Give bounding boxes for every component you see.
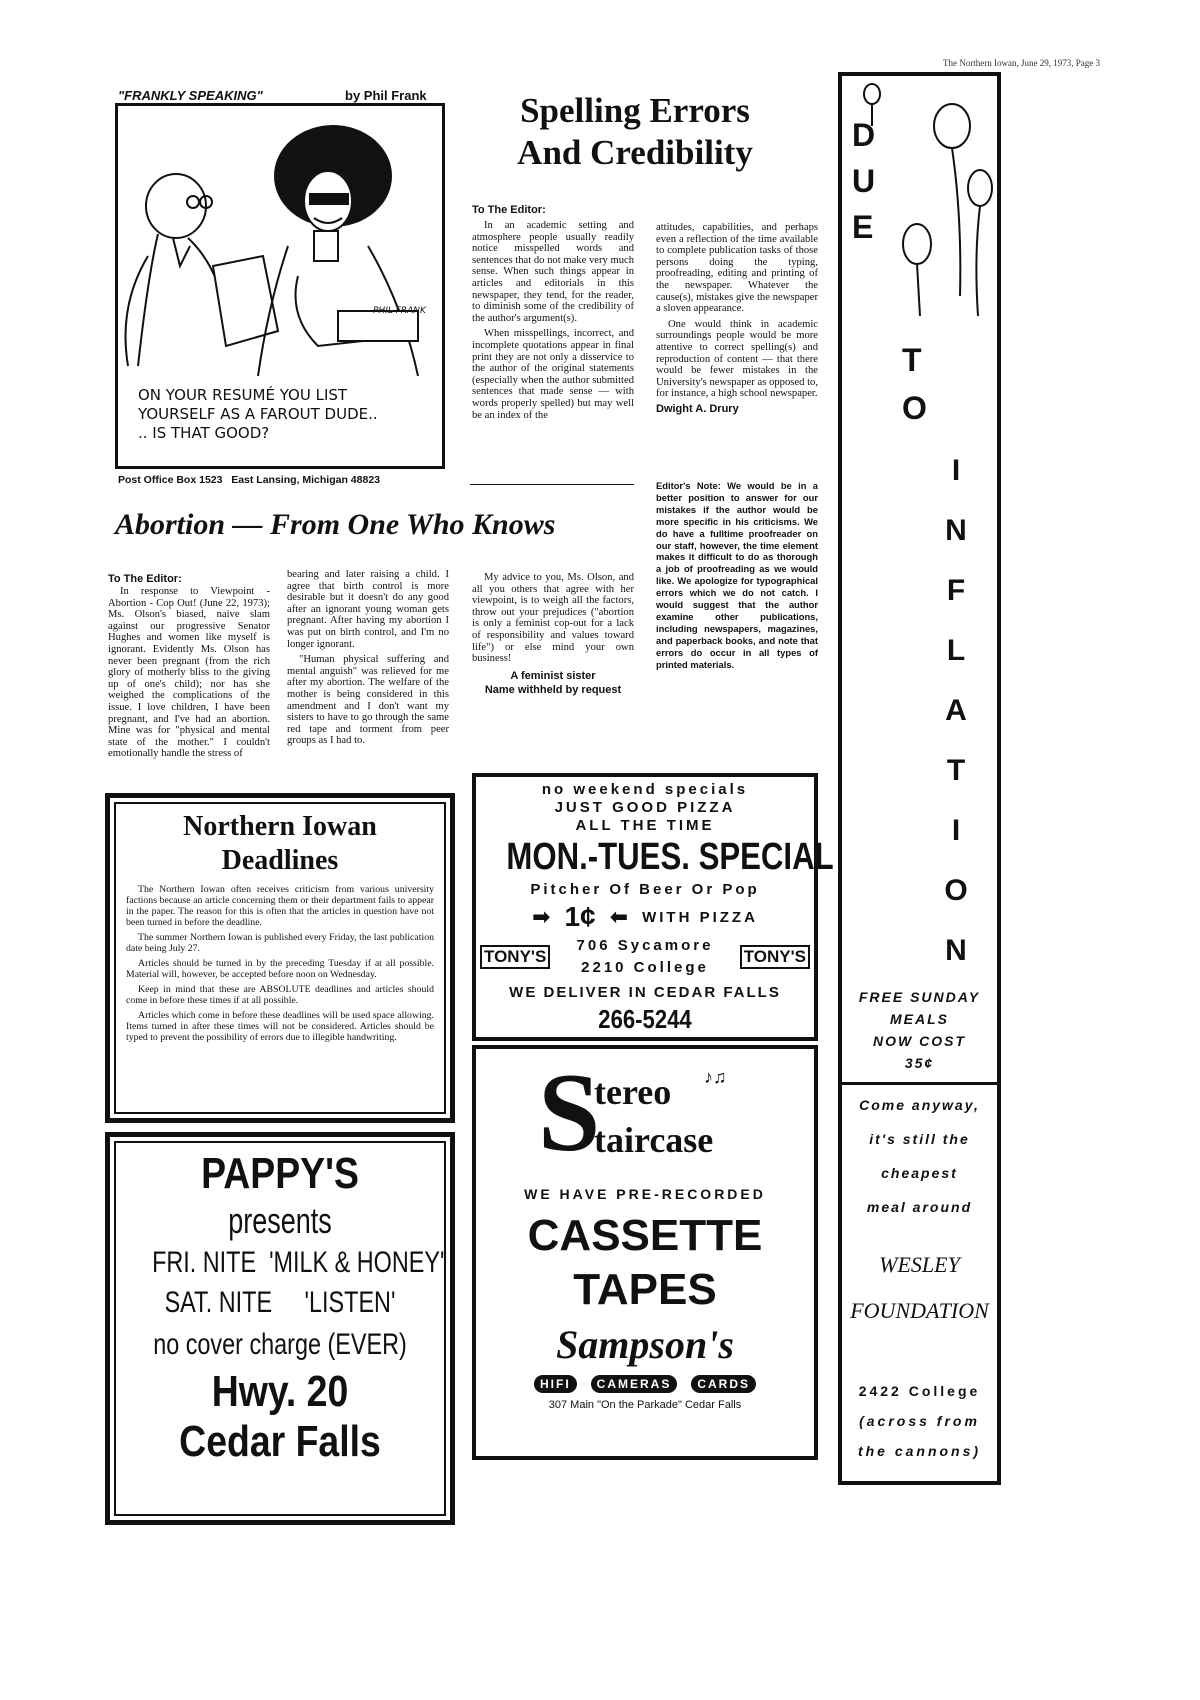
wesley-free-line-2: MEALS bbox=[890, 1011, 949, 1027]
arrow-right-icon: ➡ bbox=[532, 904, 551, 929]
caption-line-1: ON YOUR RESUMÉ YOU LIST bbox=[138, 386, 348, 404]
spelling-col2-paragraph-1: attitudes, capabilities, and perhaps even a reflection of the time available to complete publication tasks of those persons doing the typing, proofreading, editing and printing of the newspaper. Whatever the cause(s), mistakes give the newspaper a sloven appearance. bbox=[656, 222, 818, 315]
tonys-addresses bbox=[577, 935, 714, 979]
category-hifi: HIFI bbox=[534, 1375, 577, 1393]
wesley-to-letter: T bbox=[902, 342, 922, 378]
pappys-city: Cedar Falls bbox=[179, 1417, 381, 1466]
tonys-line-1: no weekend specials bbox=[541, 781, 749, 798]
wesley-address-line-1: 2422 College bbox=[858, 1383, 981, 1399]
wesley-inflation-letter: I bbox=[951, 814, 961, 847]
abortion-signature bbox=[472, 669, 634, 697]
tonys-address-2: 2210 College bbox=[581, 959, 709, 976]
stereo-tapes: TAPES bbox=[573, 1265, 717, 1314]
category-cards: CARDS bbox=[691, 1375, 756, 1393]
pappys-cover: no cover charge (EVER) bbox=[153, 1328, 407, 1361]
pappys-presents: presents bbox=[228, 1200, 332, 1241]
wesley-logo-line-1: WESLEY bbox=[879, 1252, 960, 1277]
tonys-line-3: ALL THE TIME bbox=[575, 817, 715, 834]
abortion-col3-paragraph: My advice to you, Ms. Olson, and all you others that agree with her viewpoint, is to weigh all the factors, throw out your prejudices ("abortion is only a feminist cop-out for a lack of responsibility and values toward life") or else mind your own business! bbox=[472, 572, 634, 665]
stereo-cassette: CASSETTE bbox=[527, 1211, 763, 1260]
deadlines-title-line-1: Northern Iowan bbox=[183, 811, 377, 842]
wesley-logo-line-2: FOUNDATION bbox=[850, 1298, 989, 1323]
bald-man-figure bbox=[126, 174, 227, 366]
caption-line-2: YOURSELF AS A FAROUT DUDE.. bbox=[138, 405, 378, 423]
spelling-col1-paragraph-2: When misspellings, incorrect, and incomplete quotations appear in final print they are not only a disservice to the author of the original statements (especially when the author submitted sentences that made sense — with words properly spelled) but may well be an index of the bbox=[472, 328, 634, 421]
spelling-headline-line-1: Spelling Errors bbox=[520, 91, 750, 130]
sampsons-address: 307 Main "On the Parkade" Cedar Falls bbox=[548, 1399, 742, 1411]
cartoon-drawing bbox=[118, 106, 442, 376]
wesley-to bbox=[902, 336, 927, 432]
wesley-inflation-letter: T bbox=[946, 754, 966, 787]
wesley-due-letter: U bbox=[852, 163, 876, 199]
stereo-recorded: WE HAVE PRE-RECORDED bbox=[524, 1186, 766, 1202]
wesley-come-anyway bbox=[842, 1088, 997, 1224]
wesley-free-line-1: FREE SUNDAY bbox=[858, 989, 981, 1005]
tonys-price: 1¢ bbox=[564, 901, 596, 932]
stereo-initial-s: S bbox=[538, 1051, 601, 1175]
spelling-column-2 bbox=[656, 222, 818, 416]
deadlines-box bbox=[105, 793, 455, 1123]
wesley-ad bbox=[838, 72, 1001, 1485]
stereo-title bbox=[476, 1049, 814, 1179]
tonys-address-row bbox=[476, 933, 814, 981]
arrow-left-icon: ⬅ bbox=[609, 904, 629, 929]
tonys-phone: 266-5244 bbox=[598, 1004, 692, 1034]
wesley-free-line-3: NOW COST bbox=[873, 1033, 966, 1049]
abortion-salutation: To The Editor: bbox=[108, 573, 182, 585]
page-header: The Northern Iowan, June 29, 1973, Page 3 bbox=[943, 58, 1100, 68]
tonys-address-1: 706 Sycamore bbox=[576, 937, 714, 954]
pappys-friday: FRI. NITE 'MILK & HONEY' bbox=[152, 1246, 445, 1279]
spelling-col2-paragraph-2: One would think in academic surroundings people would be more attentive to correct spelling(s) and reproduction of content — that there would be fewer mistakes in the University's newspaper as opposed to, for instance, a high school newspaper. bbox=[656, 318, 818, 400]
deadlines-paragraph-5: Articles which come in before these deadlines will be used space allowing. Items turned in after these times will not be considered. Articles should be typed to prevent the possibility of errors due to illegible handwriting. bbox=[126, 1010, 434, 1043]
category-cameras: CAMERAS bbox=[591, 1375, 678, 1393]
wesley-come-line-2: it's still the bbox=[869, 1131, 970, 1147]
spelling-col1-paragraph-1: In an academic setting and atmosphere people usually readily notice misspelled words and sentences that do not make very much sense. When such things appear in articles and editorials in this newspaper, they tend, for the reader, to diminish some of the credibility of the author's argument(s). bbox=[472, 220, 634, 324]
wesley-inflation-letter: F bbox=[946, 574, 966, 607]
wesley-inflation-letter: N bbox=[945, 514, 967, 547]
stereo-title-line-1: tereo bbox=[594, 1072, 672, 1112]
abortion-headline: Abortion — From One Who Knows bbox=[115, 508, 556, 541]
tonys-special: MON.-TUES. SPECIAL bbox=[506, 836, 834, 878]
abortion-signature-line-2: Name withheld by request bbox=[484, 683, 622, 696]
tonys-line-2: JUST GOOD PIZZA bbox=[554, 799, 736, 816]
stereo-staircase-ad bbox=[472, 1045, 818, 1460]
wesley-due-letter: D bbox=[852, 117, 876, 153]
deadlines-title bbox=[126, 810, 434, 878]
afro-figure bbox=[258, 126, 418, 376]
deadlines-paragraph-1: The Northern Iowan often receives criticism from various university factions because an article concerning them or their department fails to appear in the paper. The reason for this is often that the articles in question have not been turned in before the deadline. bbox=[126, 884, 434, 928]
cartoon-signature: PHIL FRANK bbox=[373, 306, 426, 316]
spelling-headline-line-2: And Credibility bbox=[517, 133, 753, 172]
cartoon-byline: by Phil Frank bbox=[345, 88, 427, 103]
abortion-column-3 bbox=[472, 572, 634, 697]
tonys-pitcher: Pitcher Of Beer Or Pop bbox=[530, 881, 760, 898]
sampsons-logo: Sampson's bbox=[556, 1322, 734, 1367]
wesley-due-letter: E bbox=[852, 209, 874, 245]
wesley-inflation bbox=[936, 441, 976, 981]
deadlines-paragraph-4: Keep in mind that these are ABSOLUTE deadlines and articles should come in before these times if at all possible. bbox=[126, 984, 434, 1006]
wesley-inflation-letter: I bbox=[951, 454, 961, 487]
wesley-to-letter: O bbox=[902, 390, 927, 426]
wesley-come-line-3: cheapest bbox=[881, 1165, 958, 1181]
wesley-inflation-letter: A bbox=[945, 694, 967, 727]
tonys-deliver: WE DELIVER IN CEDAR FALLS bbox=[509, 984, 781, 1001]
spelling-divider bbox=[470, 484, 634, 485]
cartoon-caption bbox=[138, 386, 378, 443]
abortion-col1-paragraph: In response to Viewpoint - Abortion - Cop Out! (June 22, 1973); Ms. Olson's biased, naive slam against our progressive Senator Hughes and women like myself is ignorant. Evidently Ms. Olson has never been pregnant (from the rich glory of motherly bliss to the giving up of one's child); nor has she weighed the complications of the issue. I love children, I have been pregnant, and I've had an abortion. Mine was for "physical and mental state of the mother." I couldn't emotionally handle the stress of bbox=[108, 586, 270, 760]
cartoon-title: "FRANKLY SPEAKING" bbox=[118, 88, 263, 103]
wesley-address-line-2: (across from bbox=[859, 1413, 980, 1429]
spelling-column-1 bbox=[472, 220, 634, 425]
abortion-col2-paragraph-1: bearing and later raising a child. I agree that birth control is more desirable but it doesn't do any good after an ignorant young woman gets pregnant. After having my abortion I was put on birth control, and I'm no longer ignorant. bbox=[287, 569, 449, 650]
wesley-come-line-4: meal around bbox=[866, 1199, 973, 1215]
wesley-foundation-logo bbox=[842, 1242, 997, 1334]
deadlines-paragraph-2: The summer Northern Iowan is published every Friday, the last publication date being July 27. bbox=[126, 932, 434, 954]
tonys-logo-right: TONY'S bbox=[740, 945, 810, 969]
music-notes-icon: ♪♫ bbox=[704, 1067, 727, 1087]
pappys-name: PAPPY'S bbox=[201, 1149, 359, 1198]
spelling-signature: Dwight A. Drury bbox=[656, 402, 739, 415]
pappys-saturday: SAT. NITE 'LISTEN' bbox=[164, 1286, 396, 1319]
abortion-column-2 bbox=[287, 569, 449, 751]
abortion-signature-line-1: A feminist sister bbox=[510, 669, 596, 682]
spelling-salutation: To The Editor: bbox=[472, 204, 546, 216]
spelling-headline bbox=[470, 90, 800, 174]
wesley-address-line-3: the cannons) bbox=[857, 1443, 982, 1459]
cartoon-panel bbox=[115, 103, 445, 469]
pappys-ad bbox=[105, 1132, 455, 1525]
wesley-free-meals bbox=[842, 986, 997, 1074]
tonys-logo-left: TONY'S bbox=[480, 945, 550, 969]
wesley-address bbox=[842, 1376, 997, 1466]
wesley-inflation-letter: L bbox=[946, 634, 966, 667]
abortion-column-1 bbox=[108, 586, 270, 764]
sampsons-categories bbox=[476, 1375, 814, 1393]
wesley-divider bbox=[842, 1082, 997, 1085]
abortion-col2-paragraph-2: "Human physical suffering and mental anguish" was relieved for me after my abortion. The welfare of the mother is being considered in this amendment and I don't want my sisters to have to go through the same red tape and torment from peer groups as I had to. bbox=[287, 654, 449, 747]
resume-paper bbox=[213, 256, 278, 346]
tonys-ad bbox=[472, 773, 834, 1041]
wesley-inflation-letter: O bbox=[944, 874, 968, 907]
deadlines-paragraph-3: Articles should be turned in by the preceding Tuesday if at all possible. Material will, however, be accepted before noon on Wednesday. bbox=[126, 958, 434, 980]
cartoon-address: Post Office Box 1523 East Lansing, Michigan 48823 bbox=[118, 474, 381, 486]
wesley-due bbox=[852, 112, 875, 250]
pappys-highway: Hwy. 20 bbox=[211, 1367, 349, 1416]
wesley-inflation-letter: N bbox=[945, 934, 967, 967]
editors-note: Editor's Note: We would be in a better position to answer for our mistakes if the author would be more specific in his criticisms. We do have a fulltime proofreader on our staff, however, the time element makes it difficult to do as thorough a job of proofreading as we would like. We apologize for typographical errors which we do not catch. I would suggest that the author examine other publications, including newspapers, magazines, and paperback books, and note that errors do occur in all types of printed materials. bbox=[656, 480, 818, 670]
deadlines-title-line-2: Deadlines bbox=[221, 845, 339, 876]
wesley-free-line-4: 35¢ bbox=[904, 1055, 935, 1071]
tonys-with-pizza: WITH PIZZA bbox=[642, 908, 758, 926]
caption-line-3: .. IS THAT GOOD? bbox=[138, 424, 270, 442]
stereo-title-line-2: taircase bbox=[594, 1120, 714, 1160]
tonys-price-row bbox=[476, 901, 814, 933]
wesley-come-line-1: Come anyway, bbox=[859, 1097, 980, 1113]
